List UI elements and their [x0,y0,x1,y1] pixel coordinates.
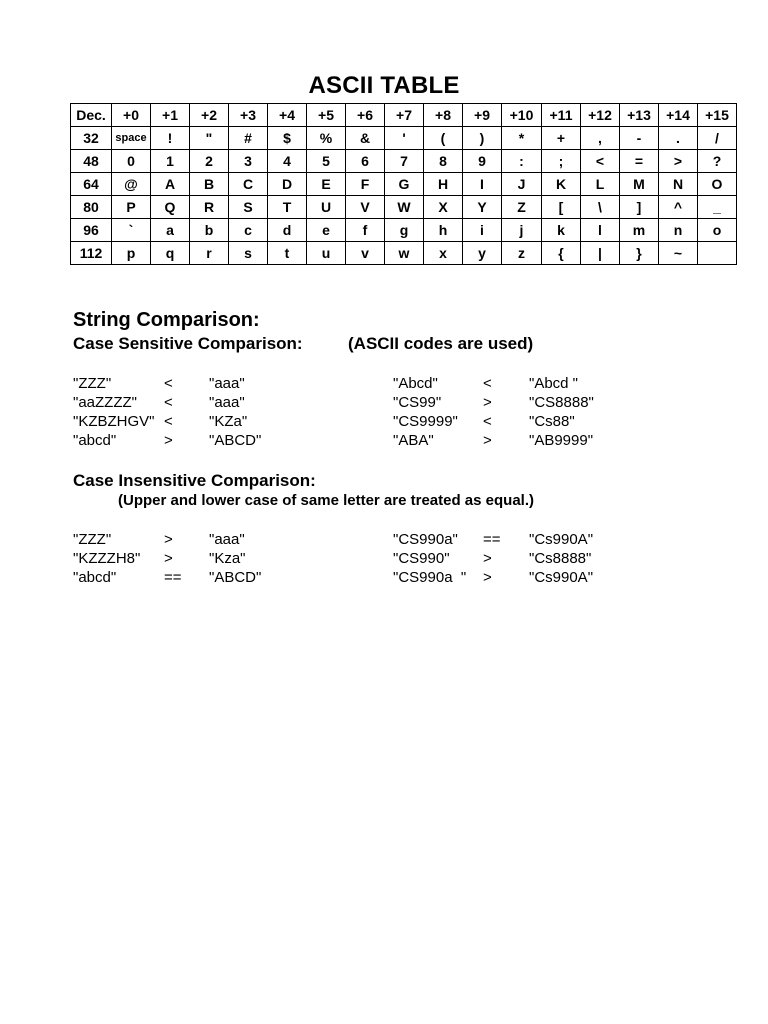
comparison-string: "aaZZZZ" [73,394,137,411]
comparison-string: "Cs8888" [529,550,592,567]
table-cell: X [424,196,463,219]
comparison-operator: < [164,394,173,411]
table-cell: 8 [424,150,463,173]
table-row [71,242,737,265]
table-header-cell: +15 [698,104,737,127]
comparison-string: "ZZZ" [73,375,112,392]
comparison-string: "Cs990A" [529,569,594,586]
table-cell: . [659,127,698,150]
table-cell: G [385,173,424,196]
table-cell: l [581,219,620,242]
table-cell: + [542,127,581,150]
table-cell: R [190,196,229,219]
comparison-string: "AB9999" [529,432,594,449]
table-cell: p [112,242,151,265]
table-cell: $ [268,127,307,150]
comparison-operator: > [483,394,492,411]
table-cell: 7 [385,150,424,173]
comparison-string: "abcd" [73,569,117,586]
page-title: ASCII TABLE [308,72,460,99]
table-row [71,127,737,150]
comparison-operator: > [164,531,173,548]
table-cell: ' [385,127,424,150]
table-cell: 5 [307,150,346,173]
table-cell: M [620,173,659,196]
table-cell: z [502,242,542,265]
table-row [71,196,737,219]
table-cell: H [424,173,463,196]
table-cell: ; [542,150,581,173]
comparison-string: "KZZZH8" [73,550,141,567]
table-cell: ( [424,127,463,150]
table-cell: 3 [229,150,268,173]
table-header-cell: +11 [542,104,581,127]
table-cell: Z [502,196,542,219]
table-header-cell: +9 [463,104,502,127]
table-cell: C [229,173,268,196]
comparison-operator: > [483,550,492,567]
table-header-cell: +7 [385,104,424,127]
table-header-cell: +4 [268,104,307,127]
table-header-row [71,104,737,127]
comparison-string: "ABA" [393,432,434,449]
table-header-cell: +12 [581,104,620,127]
table-cell: I [463,173,502,196]
table-cell: } [620,242,659,265]
table-cell: Q [151,196,190,219]
table-header-cell: +0 [112,104,151,127]
case-insensitive-note: (Upper and lower case of same letter are treated as equal.) [118,492,534,509]
table-cell: n [659,219,698,242]
table-cell: ~ [659,242,698,265]
table-cell: F [346,173,385,196]
comparison-operator: == [164,569,182,586]
comparison-operator: == [483,531,501,548]
table-cell: f [346,219,385,242]
comparison-string: "CS9999" [393,413,458,430]
table-cell: v [346,242,385,265]
comparison-string: "Cs88" [529,413,575,430]
table-cell: t [268,242,307,265]
comparison-operator: > [164,550,173,567]
comparison-string: "CS8888" [529,394,594,411]
table-cell: U [307,196,346,219]
table-cell: space [112,127,151,150]
table-cell: O [698,173,737,196]
comparison-string: "CS990a" [393,531,458,548]
table-cell: o [698,219,737,242]
comparison-string: "ABCD" [209,569,262,586]
table-cell: k [542,219,581,242]
table-cell: % [307,127,346,150]
table-row-label: 112 [71,242,112,265]
table-header-cell: +10 [502,104,542,127]
table-cell: | [581,242,620,265]
table-cell: V [346,196,385,219]
table-cell: _ [698,196,737,219]
table-cell: L [581,173,620,196]
comparison-string: "ZZZ" [73,531,112,548]
table-cell: c [229,219,268,242]
table-row-label: 96 [71,219,112,242]
table-cell: \ [581,196,620,219]
table-cell: > [659,150,698,173]
table-cell: T [268,196,307,219]
case-insensitive-heading: Case Insensitive Comparison: [73,471,316,490]
comparison-string: "CS990a " [393,569,467,586]
comparison-operator: > [483,432,492,449]
table-header-cell: Dec. [71,104,112,127]
string-comparison-heading: String Comparison: [73,309,260,331]
comparison-string: "aaa" [209,375,245,392]
table-cell: u [307,242,346,265]
comparison-operator: < [164,413,173,430]
table-cell: D [268,173,307,196]
comparison-string: "Abcd " [529,375,579,392]
ascii-table [70,103,737,265]
table-cell: - [620,127,659,150]
table-cell: ^ [659,196,698,219]
table-cell: S [229,196,268,219]
comparison-operator: < [483,413,492,430]
table-cell: N [659,173,698,196]
table-cell: E [307,173,346,196]
table-cell: i [463,219,502,242]
table-cell: : [502,150,542,173]
table-cell: @ [112,173,151,196]
table-cell: x [424,242,463,265]
table-cell: w [385,242,424,265]
table-header-cell: +2 [190,104,229,127]
table-row-label: 48 [71,150,112,173]
table-cell: ? [698,150,737,173]
table-header-cell: +5 [307,104,346,127]
table-header-cell: +6 [346,104,385,127]
table-cell: ] [620,196,659,219]
table-header-cell: +14 [659,104,698,127]
table-header-cell: +1 [151,104,190,127]
table-cell: < [581,150,620,173]
comparison-string: "Cs990A" [529,531,594,548]
comparison-string: "Abcd" [393,375,438,392]
comparison-string: "abcd" [73,432,117,449]
table-cell: ) [463,127,502,150]
table-cell: g [385,219,424,242]
table-cell: * [502,127,542,150]
table-cell: y [463,242,502,265]
table-cell: 6 [346,150,385,173]
table-cell: , [581,127,620,150]
comparison-string: "aaa" [209,394,245,411]
table-cell: j [502,219,542,242]
table-cell: 1 [151,150,190,173]
table-cell: A [151,173,190,196]
table-cell: s [229,242,268,265]
table-cell: 4 [268,150,307,173]
comparison-operator: < [483,375,492,392]
table-header-cell: +8 [424,104,463,127]
table-cell: b [190,219,229,242]
table-cell: Y [463,196,502,219]
table-cell: r [190,242,229,265]
comparison-string: "Kza" [209,550,246,567]
case-sensitive-note: (ASCII codes are used) [348,334,534,353]
table-row-label: 80 [71,196,112,219]
table-cell [698,242,737,265]
table-cell: K [542,173,581,196]
table-cell: 2 [190,150,229,173]
comparison-operator: > [483,569,492,586]
table-cell: d [268,219,307,242]
table-cell: 9 [463,150,502,173]
table-cell: { [542,242,581,265]
comparison-string: "KZa" [209,413,248,430]
table-cell: q [151,242,190,265]
table-row-label: 64 [71,173,112,196]
comparison-string: "aaa" [209,531,245,548]
table-cell: J [502,173,542,196]
table-cell: B [190,173,229,196]
table-cell: & [346,127,385,150]
comparison-operator: > [164,432,173,449]
table-cell: [ [542,196,581,219]
table-cell: # [229,127,268,150]
table-row [71,173,737,196]
table-cell: / [698,127,737,150]
table-cell: 0 [112,150,151,173]
table-cell: e [307,219,346,242]
comparison-operator: < [164,375,173,392]
table-row [71,219,737,242]
comparison-string: "CS990" [393,550,450,567]
table-cell: a [151,219,190,242]
table-row [71,150,737,173]
comparison-string: "CS99" [393,394,442,411]
table-header-cell: +13 [620,104,659,127]
table-cell: " [190,127,229,150]
table-cell: = [620,150,659,173]
comparison-string: "ABCD" [209,432,262,449]
table-header-cell: +3 [229,104,268,127]
table-cell: W [385,196,424,219]
comparison-string: "KZBZHGV" [73,413,155,430]
table-cell: ! [151,127,190,150]
table-row-label: 32 [71,127,112,150]
table-cell: P [112,196,151,219]
case-sensitive-heading: Case Sensitive Comparison: [73,334,303,353]
table-cell: h [424,219,463,242]
table-cell: ` [112,219,151,242]
table-cell: m [620,219,659,242]
